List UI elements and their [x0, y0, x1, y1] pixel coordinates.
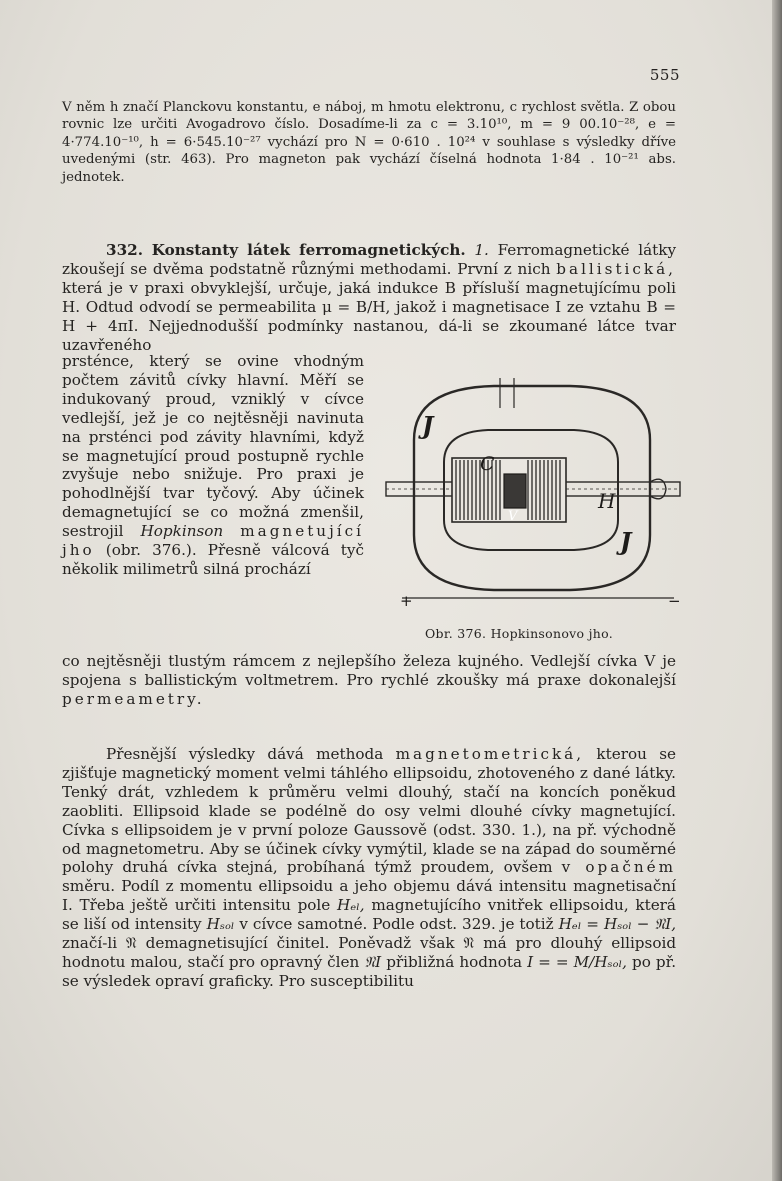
paragraph-planck: V něm h značí Planckovu konstantu, e náboj, m hmotu elektronu, c rychlost světla. Z obou rovnic lze určiti Avogadrovo číslo. Dosadíme-li za c = 3.10¹⁰, m = 9 00.10⁻²⁸, e = 4·774.10⁻¹⁰, h = 6·545.10⁻²⁷ vychází pro N = 0·610 . 10²⁴ v souhlase s výsledky dříve uvedenými (str. 463). Pro magneton pak vychází číselná hodnota 1·84 . 10⁻²¹ abs. jednotek. — [62, 100, 676, 185]
formula-H-el: Hₑₗ, — [337, 896, 365, 915]
secondary-coil-V — [504, 474, 526, 508]
formula-M-over-H: = M/Hₛₒₗ, — [555, 952, 628, 971]
label-plus: + — [400, 592, 413, 610]
term-magnetujici-jho: magnetující jho — [62, 522, 365, 560]
paragraph-small-value-text: má pro dlouhý ellipsoid hodnotu malou, stačí pro opravný člen — [62, 934, 677, 971]
term-opacnem: v opačném — [561, 858, 676, 877]
section-332-intro — [62, 241, 676, 354]
paragraph-ellipsoid-text: kterou se zjišťuje magnetický moment velmi táhlého ellipsoidu, zhotoveného z dané látky. Tenký drát, vzhledem k průměru velmi dlouhý, stačí na koncích poněkud zaobliti. Ellipsoid klade se podélně do osy velmi dlouhé cívky magnetující. Cívka s ellipsoidem je v první poloze Gaussově (odst. — [62, 745, 677, 839]
paragraph-figure-ref: (obr. 376.). Přesně válcová tyč několik milimetrů silná prochází — [62, 541, 364, 578]
formula-N-symbol: 𝔑 — [125, 934, 137, 953]
paragraph-magnetometric-intro: Přesnější výsledky dává methoda — [106, 745, 384, 763]
label-minus: − — [668, 592, 681, 610]
paragraph-demag-text: demagnetisující činitel. Poněvadž však — [145, 934, 455, 953]
label-C: C — [480, 453, 495, 475]
paragraph-graphic-text: po př. se výsledek opraví graficky. Pro susceptibilitu — [62, 952, 677, 990]
label-J-top: J — [422, 411, 434, 440]
paragraph-ring-text: prsténce, který se ovine vhodným počtem závitů cívky hlavní. Měří se indukovaný proud, vzniklý v cívce vedlejší, jež je co nejtěsněji navinuta na prsténci pod závity hlavními, když se magnetující proud postupně rychle zvyšuje nebo snižuje. Pro praxi je pohodlnější tvar tyčový. Aby účinek demagnetující se co možná zmenšil, sestrojil — [62, 352, 364, 541]
paragraph-ballistic-text: která je v praxi obvyklejší, určuje, jaká indukce B přísluší magnetujícímu poli H. Odtud odvodí se permeabilita μ = B/H, jakož i magnetisace I ze vztahu B = H + 4πI. Nejjednodušší podmínky nastanou, dá-li se zkoumané látce tvar uzavřeného — [62, 278, 676, 354]
term-permeametry: permeametry. — [62, 689, 205, 708]
paragraph-moment-text: směru. Podíl z momentu ellipsoidu a jeho objemu dává intensitu magnetisační I. Třeba ještě určiti intensitu pole — [62, 877, 676, 915]
item-number: 1. — [474, 241, 489, 259]
paragraph-magnetometric — [62, 745, 676, 991]
term-ballisticka: ballistická, — [556, 259, 676, 278]
section-number: 332. — [106, 241, 143, 259]
term-magnetometricka: magnetometrická, — [395, 745, 585, 763]
paragraph-ring — [62, 352, 364, 579]
paragraph-approx-text: přibližná hodnota — [386, 952, 523, 971]
hopkinson-yoke-figure — [374, 370, 688, 620]
label-H: H — [598, 489, 616, 513]
formula-NI: 𝔑I — [364, 952, 382, 971]
paragraph-coil-text: v cívce samotné. Podle odst. 329. je totiž — [239, 915, 554, 934]
paragraph-intro-text: Ferromagnetické látky zkoušejí se dvěma podstatně různými methodami. První z nich — [62, 241, 677, 278]
paragraph-rames — [62, 652, 676, 709]
formula-relation: Hₑₗ = Hₛₒₗ − 𝔑I, — [558, 915, 677, 934]
figure-caption: Obr. 376. Hopkinsonovo jho. — [424, 626, 614, 641]
page-number: 555 — [649, 66, 680, 84]
name-hopkinson: Hopkinson — [140, 522, 224, 541]
formula-H-sol: Hₛₒₗ — [206, 915, 235, 934]
label-J-right: J — [620, 527, 632, 556]
formula-N-symbol-2: 𝔑 — [463, 934, 475, 953]
paragraph-znaci-text: značí-li — [62, 934, 118, 953]
paragraph-inner-text: magnetujícího vnitřek ellipsoidu, která se liší od intensity — [62, 896, 676, 934]
section-title: Konstanty látek ferromagnetických. — [151, 241, 466, 259]
paragraph-gauss-text: 330. 1.), na př. východně od magnetometru. Aby se účinek cívky vymýtil, klade se na západ do souměrné polohy druhá cívka stejná, probíhaná týmž proudem, ovšem — [62, 820, 676, 877]
label-V: V — [508, 509, 518, 524]
page-edge-shadow — [772, 0, 782, 1181]
formula-I-eq: I = — [527, 952, 551, 971]
paragraph-rames-text: co nejtěsněji tlustým rámcem z nejlepšího železa kujného. Vedlejší cívka V je spojena s ballistickým voltmetrem. Pro rychlé zkoušky má praxe dokonalejší — [62, 652, 676, 689]
